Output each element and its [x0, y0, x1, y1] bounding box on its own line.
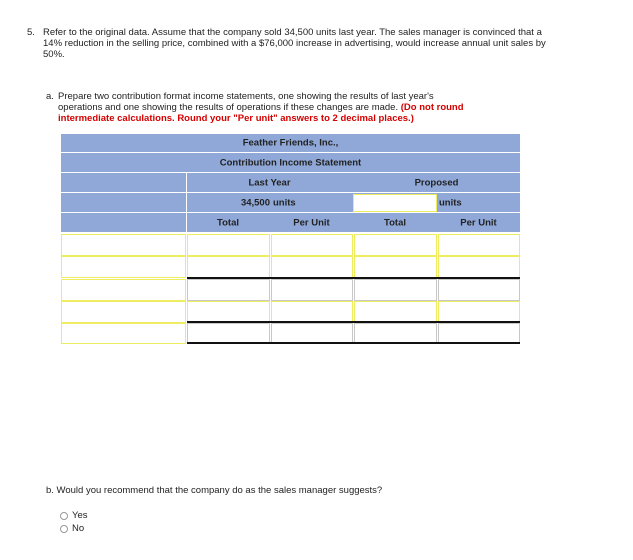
table-cell-input[interactable] — [438, 301, 520, 323]
radio-icon[interactable] — [60, 525, 68, 533]
rounding-note-start: (Do not round — [400, 102, 464, 113]
proposed-units-label: units — [439, 197, 462, 208]
income-statement-table — [61, 134, 520, 344]
table-cell-input[interactable] — [187, 301, 270, 323]
table-cell-input[interactable] — [438, 234, 520, 256]
question-text: Refer to the original data. Assume that the company sold 34,500 units last year. The sales manager is convinced that a 14% reduction in the selling price, combined with a $76,000 increase in advertising, would increase annual unit sales by 50%. — [43, 27, 546, 60]
company-name: Feather Friends, Inc., — [242, 137, 339, 149]
proposed-header: Proposed — [414, 177, 459, 188]
total-underline — [187, 342, 520, 344]
part-b-question: b. Would you recommend that the company do as the sales manager suggests? — [46, 485, 383, 496]
line-item-label-input[interactable] — [61, 234, 186, 256]
units-row — [61, 193, 520, 213]
table-cell-input[interactable] — [271, 323, 353, 344]
statement-title: Contribution Income Statement — [219, 157, 362, 168]
part-a-label: a. — [46, 91, 54, 102]
table-subtitle-row — [61, 153, 520, 173]
option-no-label: No — [72, 523, 85, 534]
period-header-row — [61, 173, 520, 193]
col-total-proposed: Total — [384, 217, 406, 228]
line-item-label-input[interactable] — [61, 323, 186, 344]
table-cell-input[interactable] — [187, 323, 270, 344]
col-total-last-year: Total — [217, 217, 239, 228]
table-cell-input[interactable] — [354, 234, 437, 256]
line-item-label-input[interactable] — [61, 256, 186, 278]
table-cell-input[interactable] — [187, 256, 270, 278]
table-cell-input[interactable] — [438, 256, 520, 278]
table-cell-input[interactable] — [354, 279, 437, 301]
radio-icon[interactable] — [60, 512, 68, 520]
table-cell-input[interactable] — [271, 301, 353, 323]
table-cell-input[interactable] — [271, 234, 353, 256]
last-year-units-value: 34,500 — [240, 197, 270, 208]
line-item-label-input[interactable] — [61, 279, 186, 301]
table-cell-input[interactable] — [187, 279, 270, 301]
table-cell-input[interactable] — [354, 256, 437, 278]
last-year-units-label: units — [273, 197, 296, 208]
table-cell-input[interactable] — [354, 323, 437, 344]
part-a-text-line2: operations and one showing the results of operations if these changes are made. — [58, 102, 399, 113]
option-no[interactable] — [60, 523, 84, 534]
rounding-note: intermediate calculations. Round your "Per unit" answers to 2 decimal places.) — [58, 113, 414, 124]
question-number: 5. — [27, 27, 35, 38]
column-header-row — [61, 213, 520, 233]
part-a-instructions — [46, 91, 556, 124]
option-yes[interactable] — [60, 510, 88, 521]
table-cell-input[interactable] — [271, 279, 353, 301]
table-cell-input[interactable] — [438, 323, 520, 344]
col-per-unit-proposed: Per Unit — [460, 217, 497, 228]
proposed-units-input[interactable] — [353, 194, 437, 212]
table-cell-input[interactable] — [187, 234, 270, 256]
last-year-header: Last Year — [248, 177, 291, 188]
part-a-text-line1: Prepare two contribution format income statements, one showing the results of last year's — [58, 91, 434, 102]
col-per-unit-last-year: Per Unit — [293, 217, 330, 228]
table-title-row — [61, 134, 520, 153]
statement-body — [61, 234, 520, 344]
table-cell-input[interactable] — [438, 279, 520, 301]
line-item-label-input[interactable] — [61, 301, 186, 323]
table-cell-input[interactable] — [354, 301, 437, 323]
table-cell-input[interactable] — [271, 256, 353, 278]
option-yes-label: Yes — [72, 510, 88, 521]
